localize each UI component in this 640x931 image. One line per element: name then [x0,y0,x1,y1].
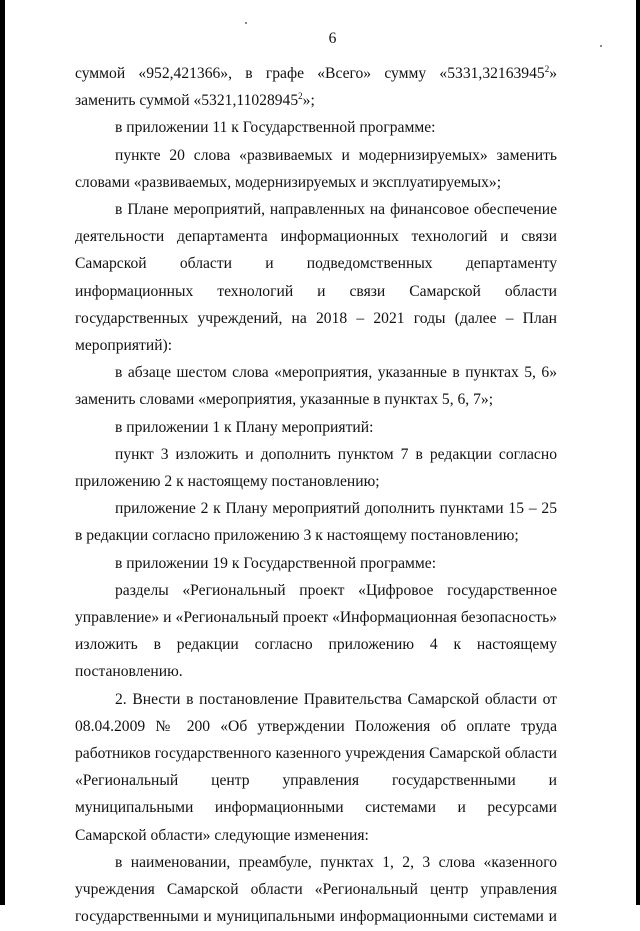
text-run: »; [302,92,315,110]
page-number: 6 [328,30,337,47]
paragraph-plan-appendix-2: приложение 2 к Плану мероприятий дополнить пунктами 15 – 25 в редакции согласно приложению 3 к настоящему постановлению; [75,500,557,545]
paragraph-sum-replacement [75,60,557,114]
paragraph-sixth-abzac: в абзаце шестом слова «мероприятия, указанные в пунктах 5, 6» заменить словами «мероприятия, указанные в пунктах 5, 6, 7»; [75,364,557,409]
paragraph-appendix-11: в приложении 11 к Государственной программе: [115,119,436,137]
paragraph-regional-projects: разделы «Региональный проект «Цифровое государственное управление» и «Региональный проект «Информационная безопасность» изложить в редакции согласно приложению 4 к настоящему постановлению. [75,581,557,681]
paragraph-section-2: 2. Внести в постановление Правительства Самарской области от 08.04.2009 № 200 «Об утверждении Положения об оплате труда работников государственного казенного учреждения Самарской области «Региональный центр управления государственными и муниципальными информационными системами и ресурсами Самарской области» следующие изменения: [75,690,557,844]
paragraph-plan-appendix-1: в приложении 1 к Плану мероприятий: [115,418,374,436]
footnote-superscript: 2 [544,64,550,74]
scan-border-left [0,0,5,905]
scan-speck [245,22,247,24]
paragraph-item-20: пункте 20 слова «развиваемых и модернизируемых» заменить словами «развиваемых, модернизируемых и эксплуатируемых»; [75,146,557,191]
paragraph-naming-preamble: в наименовании, преамбуле, пунктах 1, 2, 3 слова «казенного учреждения Самарской области «Региональный центр управления государственными и муниципальными информационными системами и [75,853,557,926]
paragraph-item-3: пункт 3 изложить и дополнить пунктом 7 в редакции согласно приложению 2 к настоящему постановлению; [75,445,557,491]
text-run: суммой «952,421366», в графе «Всего» сумму «5331,32163945 [75,65,545,82]
text-run: » заменить суммой «5321,11028945 [75,65,557,110]
paragraph-action-plan: в Плане мероприятий, направленных на финансовое обеспечение деятельности департамента информационных технологий и связи Самарской области и подведомственных департаменту информационных технологий и связи Самарской области государственных учреждений, на 2018 – 2021 годы (далее – План мероприятий): [75,201,557,355]
footnote-superscript: 2 [298,91,303,102]
scan-border-right [636,0,640,905]
document-body [75,60,557,931]
paragraph-appendix-19: в приложении 19 к Государственной программе: [115,554,437,572]
